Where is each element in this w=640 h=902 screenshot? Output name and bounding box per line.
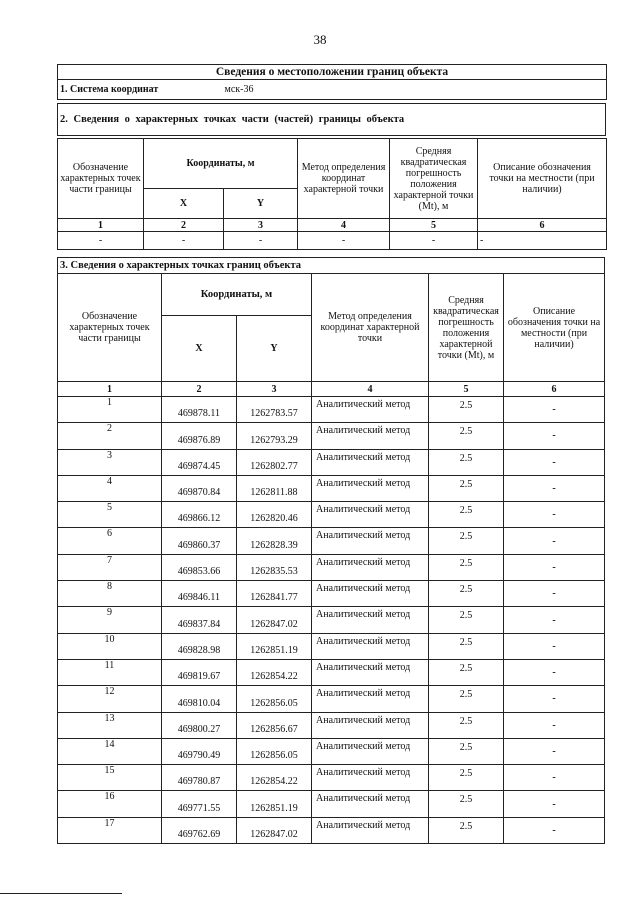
document-title: Сведения о местоположении границ объекта xyxy=(58,65,607,80)
s2-empty-cell: - xyxy=(58,232,144,250)
coord-x: 469837.84 xyxy=(162,607,237,633)
method: Аналитический метод xyxy=(312,686,429,712)
coord-x: 469828.98 xyxy=(162,633,237,659)
coord-y: 1262802.77 xyxy=(237,449,312,475)
description: - xyxy=(504,502,605,528)
table-row xyxy=(58,581,605,607)
method: Аналитический метод xyxy=(312,817,429,843)
description: - xyxy=(504,633,605,659)
coord-x: 469810.04 xyxy=(162,686,237,712)
error-value: 2.5 xyxy=(429,581,504,607)
coord-y: 1262793.29 xyxy=(237,423,312,449)
coord-y: 1262828.39 xyxy=(237,528,312,554)
table-row xyxy=(58,528,605,554)
error-value: 2.5 xyxy=(429,686,504,712)
table-row xyxy=(58,791,605,817)
table-row xyxy=(58,607,605,633)
coord-x: 469762.69 xyxy=(162,817,237,843)
coord-y: 1262856.67 xyxy=(237,712,312,738)
method: Аналитический метод xyxy=(312,765,429,791)
s2-col-desc: Описание обозначения точки на местности (при наличии) xyxy=(478,139,607,219)
s2-num-cell: 1 xyxy=(58,219,144,232)
table-row xyxy=(58,554,605,580)
table-row xyxy=(58,817,605,843)
s3-col-error: Средняя квадратическая погрешность положения характерной точки (Mt), м xyxy=(429,274,504,382)
error-value: 2.5 xyxy=(429,712,504,738)
method: Аналитический метод xyxy=(312,554,429,580)
method: Аналитический метод xyxy=(312,449,429,475)
coord-x: 469846.11 xyxy=(162,581,237,607)
s2-num-cell: 3 xyxy=(224,219,298,232)
coord-y: 1262856.05 xyxy=(237,686,312,712)
s3-points-body xyxy=(58,397,605,844)
table-row xyxy=(58,738,605,764)
s2-num-cell: 5 xyxy=(390,219,478,232)
point-number: 13 xyxy=(58,712,162,738)
coord-y: 1262841.77 xyxy=(237,581,312,607)
coord-y: 1262811.88 xyxy=(237,475,312,501)
coord-y: 1262847.02 xyxy=(237,607,312,633)
s2-num-cell: 6 xyxy=(478,219,607,232)
point-number: 17 xyxy=(58,817,162,843)
error-value: 2.5 xyxy=(429,528,504,554)
coord-y: 1262851.19 xyxy=(237,633,312,659)
coord-y: 1262847.02 xyxy=(237,817,312,843)
description: - xyxy=(504,765,605,791)
s3-num-cell: 1 xyxy=(58,382,162,397)
error-value: 2.5 xyxy=(429,817,504,843)
description: - xyxy=(504,475,605,501)
error-value: 2.5 xyxy=(429,738,504,764)
table-row xyxy=(58,397,605,423)
table-row xyxy=(58,449,605,475)
point-number: 5 xyxy=(58,502,162,528)
s2-col-designation: Обозначение характерных точек части границы xyxy=(58,139,144,219)
coord-x: 469874.45 xyxy=(162,449,237,475)
point-number: 6 xyxy=(58,528,162,554)
point-number: 2 xyxy=(58,423,162,449)
coord-y: 1262851.19 xyxy=(237,791,312,817)
coord-x: 469800.27 xyxy=(162,712,237,738)
s2-num-cell: 4 xyxy=(298,219,390,232)
s2-empty-cell: - xyxy=(224,232,298,250)
method: Аналитический метод xyxy=(312,475,429,501)
coord-x: 469860.37 xyxy=(162,528,237,554)
error-value: 2.5 xyxy=(429,607,504,633)
point-number: 14 xyxy=(58,738,162,764)
section2-title-table xyxy=(57,103,606,136)
method: Аналитический метод xyxy=(312,633,429,659)
method: Аналитический метод xyxy=(312,659,429,685)
coord-x: 469876.89 xyxy=(162,423,237,449)
point-number: 10 xyxy=(58,633,162,659)
s3-col-x: X xyxy=(162,316,237,382)
error-value: 2.5 xyxy=(429,765,504,791)
description: - xyxy=(504,397,605,423)
point-number: 7 xyxy=(58,554,162,580)
bottom-divider xyxy=(0,893,122,894)
coord-x: 469866.12 xyxy=(162,502,237,528)
coord-x: 469819.67 xyxy=(162,659,237,685)
method: Аналитический метод xyxy=(312,397,429,423)
s3-col-method: Метод определения координат характерной точки xyxy=(312,274,429,382)
point-number: 9 xyxy=(58,607,162,633)
table-row xyxy=(58,502,605,528)
section3-title: 3. Сведения о характерных точках границ объекта xyxy=(58,258,605,274)
method: Аналитический метод xyxy=(312,502,429,528)
point-number: 16 xyxy=(58,791,162,817)
coord-y: 1262854.22 xyxy=(237,765,312,791)
coord-system-label: 1. Система координат xyxy=(58,80,223,100)
coord-y: 1262835.53 xyxy=(237,554,312,580)
s2-col-x: X xyxy=(144,189,224,219)
s3-num-cell: 5 xyxy=(429,382,504,397)
error-value: 2.5 xyxy=(429,659,504,685)
error-value: 2.5 xyxy=(429,791,504,817)
s3-col-coords: Координаты, м xyxy=(162,274,312,316)
error-value: 2.5 xyxy=(429,449,504,475)
s3-col-y: Y xyxy=(237,316,312,382)
description: - xyxy=(504,686,605,712)
description: - xyxy=(504,449,605,475)
s3-col-designation: Обозначение характерных точек части границы xyxy=(58,274,162,382)
point-number: 4 xyxy=(58,475,162,501)
s2-col-coords: Координаты, м xyxy=(144,139,298,189)
s3-col-desc: Описание обозначения точки на местности (при наличии) xyxy=(504,274,605,382)
table-row xyxy=(58,686,605,712)
coord-system-value: мск-36 xyxy=(223,80,607,100)
point-number: 1 xyxy=(58,397,162,423)
error-value: 2.5 xyxy=(429,554,504,580)
table-row xyxy=(58,659,605,685)
coord-x: 469790.49 xyxy=(162,738,237,764)
description: - xyxy=(504,791,605,817)
description: - xyxy=(504,817,605,843)
coord-x: 469771.55 xyxy=(162,791,237,817)
s2-empty-cell: - xyxy=(144,232,224,250)
description: - xyxy=(504,528,605,554)
table-row xyxy=(58,765,605,791)
method: Аналитический метод xyxy=(312,791,429,817)
description: - xyxy=(504,554,605,580)
s3-num-cell: 4 xyxy=(312,382,429,397)
s3-num-cell: 6 xyxy=(504,382,605,397)
section2-table xyxy=(57,138,607,250)
description: - xyxy=(504,581,605,607)
coord-x: 469878.11 xyxy=(162,397,237,423)
coord-y: 1262820.46 xyxy=(237,502,312,528)
s2-empty-cell: - xyxy=(390,232,478,250)
method: Аналитический метод xyxy=(312,581,429,607)
point-number: 12 xyxy=(58,686,162,712)
point-number: 3 xyxy=(58,449,162,475)
table-row xyxy=(58,423,605,449)
table-row xyxy=(58,712,605,738)
coord-y: 1262854.22 xyxy=(237,659,312,685)
s3-num-cell: 2 xyxy=(162,382,237,397)
point-number: 15 xyxy=(58,765,162,791)
error-value: 2.5 xyxy=(429,633,504,659)
s2-col-error: Средняя квадратическая погрешность положения характерной точки (Mt), м xyxy=(390,139,478,219)
point-number: 8 xyxy=(58,581,162,607)
s2-empty-cell: - xyxy=(478,232,607,250)
error-value: 2.5 xyxy=(429,423,504,449)
coord-x: 469780.87 xyxy=(162,765,237,791)
description: - xyxy=(504,712,605,738)
object-boundary-header-table xyxy=(57,64,607,100)
error-value: 2.5 xyxy=(429,397,504,423)
method: Аналитический метод xyxy=(312,712,429,738)
table-row xyxy=(58,633,605,659)
method: Аналитический метод xyxy=(312,607,429,633)
coord-y: 1262783.57 xyxy=(237,397,312,423)
description: - xyxy=(504,659,605,685)
method: Аналитический метод xyxy=(312,423,429,449)
coord-x: 469853.66 xyxy=(162,554,237,580)
s2-num-cell: 2 xyxy=(144,219,224,232)
coord-x: 469870.84 xyxy=(162,475,237,501)
s2-col-method: Метод определения координат характерной точки xyxy=(298,139,390,219)
s2-col-y: Y xyxy=(224,189,298,219)
section3-table xyxy=(57,257,605,844)
description: - xyxy=(504,423,605,449)
page-number: 38 xyxy=(313,32,327,47)
s2-empty-cell: - xyxy=(298,232,390,250)
description: - xyxy=(504,738,605,764)
error-value: 2.5 xyxy=(429,475,504,501)
point-number: 11 xyxy=(58,659,162,685)
error-value: 2.5 xyxy=(429,502,504,528)
coord-y: 1262856.05 xyxy=(237,738,312,764)
table-row xyxy=(58,475,605,501)
description: - xyxy=(504,607,605,633)
s3-num-cell: 3 xyxy=(237,382,312,397)
method: Аналитический метод xyxy=(312,528,429,554)
section2-title: 2. Сведения о характерных точках части (частей) границы объекта xyxy=(58,104,606,136)
method: Аналитический метод xyxy=(312,738,429,764)
